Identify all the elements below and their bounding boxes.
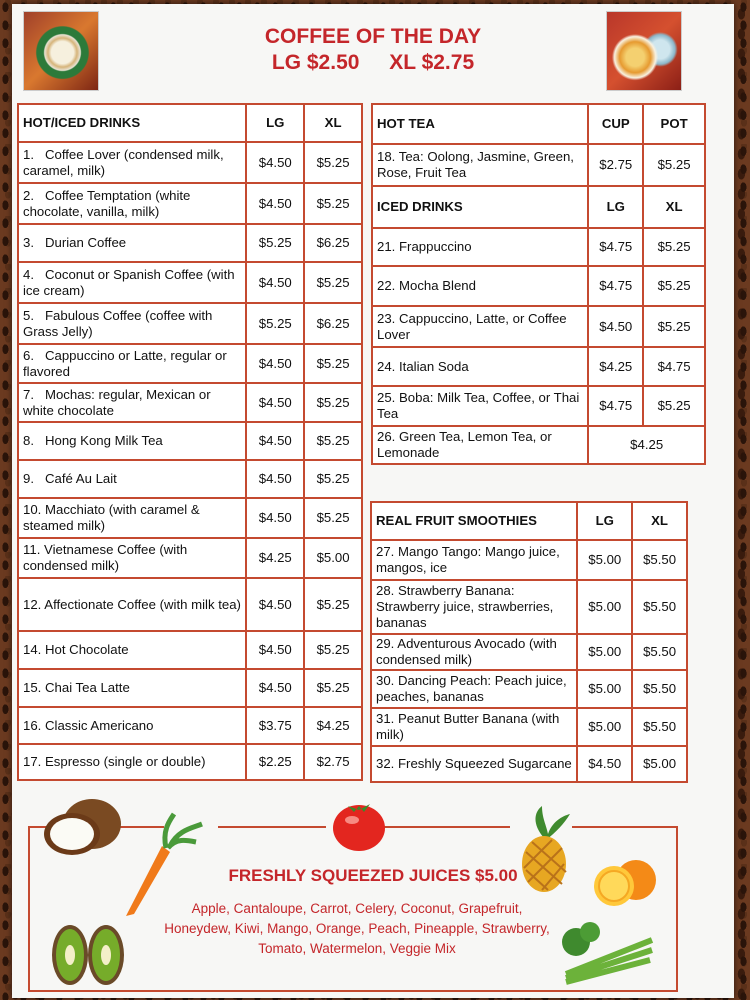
table-row bbox=[18, 224, 362, 262]
table-header-row bbox=[18, 104, 362, 142]
item-price-xl: $5.25 bbox=[304, 631, 362, 669]
item-price-xl: $5.25 bbox=[304, 383, 362, 422]
table-row bbox=[372, 306, 705, 347]
item-name: 16. Classic Americano bbox=[18, 707, 246, 744]
item-price-xl: $5.25 bbox=[304, 578, 362, 631]
table-row bbox=[372, 426, 705, 464]
table-row bbox=[371, 634, 687, 670]
table-header-row bbox=[372, 186, 705, 228]
item-price-lg: $4.75 bbox=[588, 386, 643, 426]
page-title: COFFEE OF THE DAY bbox=[264, 25, 482, 48]
item-name: 26. Green Tea, Lemon Tea, or Lemonade bbox=[372, 426, 588, 464]
item-price-lg: $4.50 bbox=[246, 578, 304, 631]
item-price-cup: $2.75 bbox=[588, 144, 643, 186]
item-price-xl: $5.50 bbox=[632, 708, 687, 746]
item-name: 3. Durian Coffee bbox=[18, 224, 246, 262]
table-row bbox=[18, 303, 362, 344]
item-name: 5. Fabulous Coffee (coffee with Grass Jelly) bbox=[18, 303, 246, 344]
section-heading: REAL FRUIT SMOOTHIES bbox=[371, 502, 577, 540]
item-price-xl: $5.25 bbox=[304, 262, 362, 303]
item-price-lg: $4.50 bbox=[246, 422, 304, 460]
item-price-xl: $5.25 bbox=[304, 498, 362, 538]
celery-icon bbox=[556, 920, 656, 986]
item-price-xl: $4.25 bbox=[304, 707, 362, 744]
item-name: 15. Chai Tea Latte bbox=[18, 669, 246, 707]
col-xl-header: XL bbox=[304, 104, 362, 142]
item-price-xl: $5.50 bbox=[632, 670, 687, 708]
item-price-lg: $4.25 bbox=[588, 347, 643, 386]
item-name: 18. Tea: Oolong, Jasmine, Green, Rose, Fruit Tea bbox=[372, 144, 588, 186]
item-price-xl: $5.25 bbox=[304, 344, 362, 383]
kiwi-icon bbox=[50, 920, 130, 988]
hot-tea-iced-drinks-table bbox=[371, 103, 706, 465]
table-row bbox=[371, 708, 687, 746]
item-price-lg: $5.25 bbox=[246, 303, 304, 344]
item-price-xl: $5.25 bbox=[643, 386, 705, 426]
item-name: 9. Café Au Lait bbox=[18, 460, 246, 498]
col-lg-header: LG bbox=[588, 186, 643, 228]
item-price-lg: $4.50 bbox=[246, 498, 304, 538]
table-row bbox=[18, 262, 362, 303]
item-price-xl: $5.25 bbox=[304, 669, 362, 707]
item-price-lg: $3.75 bbox=[246, 707, 304, 744]
item-price-lg: $5.00 bbox=[577, 708, 632, 746]
item-price-lg: $5.00 bbox=[577, 580, 632, 634]
item-price-xl: $5.25 bbox=[304, 422, 362, 460]
item-name: 24. Italian Soda bbox=[372, 347, 588, 386]
item-name: 6. Cappuccino or Latte, regular or flavored bbox=[18, 344, 246, 383]
item-name: 1. Coffee Lover (condensed milk, caramel, milk) bbox=[18, 142, 246, 183]
table-header-row bbox=[371, 502, 687, 540]
divider bbox=[572, 826, 678, 828]
item-name: 32. Freshly Squeezed Sugarcane bbox=[371, 746, 577, 782]
col-cup-header: CUP bbox=[588, 104, 643, 144]
item-name: 17. Espresso (single or double) bbox=[18, 744, 246, 780]
item-name: 22. Mocha Blend bbox=[372, 266, 588, 306]
item-price-lg: $4.50 bbox=[246, 460, 304, 498]
table-row bbox=[18, 460, 362, 498]
table-row bbox=[18, 498, 362, 538]
table-row bbox=[372, 228, 705, 266]
hot-iced-drinks-table bbox=[17, 103, 363, 781]
table-row bbox=[18, 383, 362, 422]
smoothies-table bbox=[370, 501, 688, 783]
item-name: 11. Vietnamese Coffee (with condensed milk) bbox=[18, 538, 246, 578]
item-price-xl: $4.75 bbox=[643, 347, 705, 386]
section-heading: HOT TEA bbox=[372, 104, 588, 144]
col-lg-header: LG bbox=[577, 502, 632, 540]
table-row bbox=[371, 540, 687, 580]
divider bbox=[376, 826, 510, 828]
table-row bbox=[372, 266, 705, 306]
table-row bbox=[18, 669, 362, 707]
cotd-price-xl: XL $2.75 bbox=[389, 51, 475, 74]
item-price-xl: $5.50 bbox=[632, 634, 687, 670]
item-price-lg: $4.50 bbox=[246, 142, 304, 183]
cotd-price-lg: LG $2.50 bbox=[271, 51, 360, 74]
item-price-lg: $4.50 bbox=[246, 631, 304, 669]
menu-sheet bbox=[12, 4, 734, 998]
section-heading: HOT/ICED DRINKS bbox=[18, 104, 246, 142]
item-price-xl: $5.00 bbox=[304, 538, 362, 578]
section-heading: ICED DRINKS bbox=[372, 186, 588, 228]
item-price-lg: $4.50 bbox=[588, 306, 643, 347]
item-name: 28. Strawberry Banana: Strawberry juice, strawberries, bananas bbox=[371, 580, 577, 634]
item-price-lg: $4.75 bbox=[588, 228, 643, 266]
table-row bbox=[18, 744, 362, 780]
coffee-of-the-day bbox=[12, 24, 734, 76]
item-price-xl: $5.50 bbox=[632, 580, 687, 634]
item-name: 27. Mango Tango: Mango juice, mangos, ice bbox=[371, 540, 577, 580]
item-price-lg: $4.25 bbox=[246, 538, 304, 578]
item-price-xl: $5.25 bbox=[643, 228, 705, 266]
item-price-xl: $6.25 bbox=[304, 224, 362, 262]
table-row bbox=[18, 707, 362, 744]
col-pot-header: POT bbox=[643, 104, 705, 144]
table-row bbox=[18, 344, 362, 383]
item-price-lg: $5.00 bbox=[577, 670, 632, 708]
item-name: 25. Boba: Milk Tea, Coffee, or Thai Tea bbox=[372, 386, 588, 426]
col-xl-header: XL bbox=[632, 502, 687, 540]
item-price-lg: $4.75 bbox=[588, 266, 643, 306]
item-price-xl: $6.25 bbox=[304, 303, 362, 344]
item-name: 30. Dancing Peach: Peach juice, peaches, bananas bbox=[371, 670, 577, 708]
item-name: 7. Mochas: regular, Mexican or white chocolate bbox=[18, 383, 246, 422]
item-name: 29. Adventurous Avocado (with condensed milk) bbox=[371, 634, 577, 670]
item-name: 21. Frappuccino bbox=[372, 228, 588, 266]
table-row bbox=[18, 538, 362, 578]
table-row bbox=[18, 631, 362, 669]
item-price-lg: $4.50 bbox=[246, 669, 304, 707]
item-price-xl: $2.75 bbox=[304, 744, 362, 780]
item-price-xl: $5.25 bbox=[304, 183, 362, 224]
coconut-icon bbox=[42, 796, 124, 860]
item-price: $4.25 bbox=[588, 426, 705, 464]
item-price-xl: $5.25 bbox=[643, 306, 705, 347]
table-row bbox=[372, 386, 705, 426]
juices-list: Apple, Cantaloupe, Carrot, Celery, Coconut, Grapefruit, Honeydew, Kiwi, Mango, Orange, Peach, Pineapple, Strawberry, Tomato, Watermelon, Veggie Mix bbox=[164, 901, 550, 956]
item-name: 14. Hot Chocolate bbox=[18, 631, 246, 669]
item-price-lg: $4.50 bbox=[246, 344, 304, 383]
item-name: 2. Coffee Temptation (white chocolate, vanilla, milk) bbox=[18, 183, 246, 224]
item-name: 31. Peanut Butter Banana (with milk) bbox=[371, 708, 577, 746]
table-row bbox=[372, 347, 705, 386]
divider bbox=[218, 826, 326, 828]
col-lg-header: LG bbox=[246, 104, 304, 142]
item-name: 4. Coconut or Spanish Coffee (with ice cream) bbox=[18, 262, 246, 303]
item-price-xl: $5.00 bbox=[632, 746, 687, 782]
item-name: 23. Cappuccino, Latte, or Coffee Lover bbox=[372, 306, 588, 347]
table-row bbox=[371, 670, 687, 708]
item-price-xl: $5.25 bbox=[643, 266, 705, 306]
item-price-lg: $4.50 bbox=[246, 183, 304, 224]
table-row bbox=[18, 422, 362, 460]
table-row bbox=[372, 144, 705, 186]
table-header-row bbox=[372, 104, 705, 144]
table-row bbox=[18, 142, 362, 183]
item-price-xl: $5.25 bbox=[304, 460, 362, 498]
col-xl-header: XL bbox=[643, 186, 705, 228]
item-price-lg: $2.25 bbox=[246, 744, 304, 780]
item-price-lg: $5.00 bbox=[577, 634, 632, 670]
item-price-lg: $4.50 bbox=[246, 383, 304, 422]
table-row bbox=[371, 580, 687, 634]
item-price-lg: $4.50 bbox=[246, 262, 304, 303]
item-price-lg: $4.50 bbox=[577, 746, 632, 782]
table-row bbox=[371, 746, 687, 782]
table-row bbox=[18, 578, 362, 631]
item-price-pot: $5.25 bbox=[643, 144, 705, 186]
item-price-lg: $5.25 bbox=[246, 224, 304, 262]
juices-title: FRESHLY SQUEEZED JUICES $5.00 bbox=[228, 866, 518, 885]
item-price-xl: $5.50 bbox=[632, 540, 687, 580]
tomato-icon bbox=[330, 792, 388, 854]
item-price-lg: $5.00 bbox=[577, 540, 632, 580]
item-price-xl: $5.25 bbox=[304, 142, 362, 183]
item-name: 8. Hong Kong Milk Tea bbox=[18, 422, 246, 460]
item-name: 10. Macchiato (with caramel & steamed milk) bbox=[18, 498, 246, 538]
table-row bbox=[18, 183, 362, 224]
item-name: 12. Affectionate Coffee (with milk tea) bbox=[18, 578, 246, 631]
